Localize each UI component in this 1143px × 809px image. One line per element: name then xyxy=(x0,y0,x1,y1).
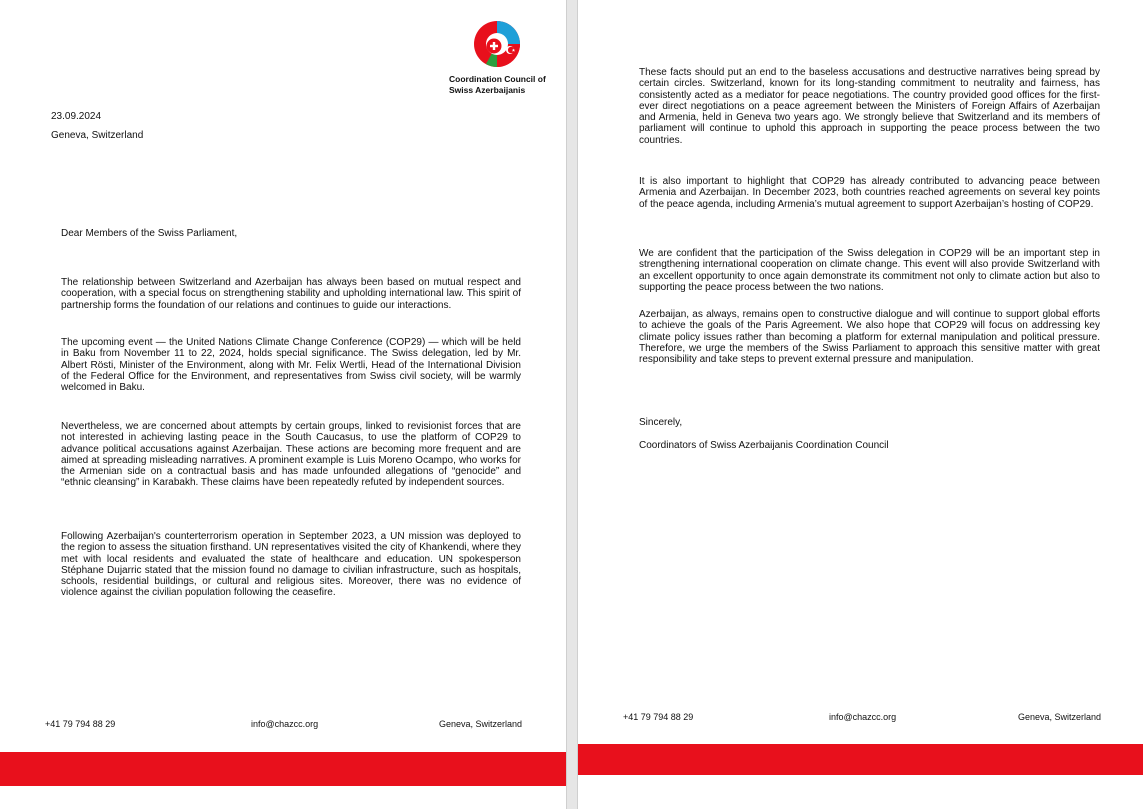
paragraph: These facts should put an end to the baseless accusations and destructive narratives being spread by certain circles. Switzerland, known for its long-standing commitment to neutrality and fairness, has consistently acted as a mediator for peace negotiations. The country provided good offices for the first-ever direct negotiations on a peace agreement between the Ministers of Foreign Affairs of Azerbaijan and Armenia, held in Geneva two years ago. We strongly believe that Switzerland and its members of parliament will continue to uphold this approach in supporting the peace process between the two countries. xyxy=(639,67,1100,146)
organization-name xyxy=(449,74,559,95)
footer-phone: +41 79 794 88 29 xyxy=(623,712,694,722)
paragraph: It is also important to highlight that COP29 has already contributed to advancing peace between Armenia and Azerbaijan. In December 2023, both countries reached agreements on several key points of the peace agenda, including Armenia’s mutual agreement to support Azerbaijan’s hosting of COP29. xyxy=(639,176,1100,210)
letter-date: 23.09.2024 xyxy=(51,111,102,122)
footer-phone: +41 79 794 88 29 xyxy=(45,719,116,729)
paragraph: The relationship between Switzerland and Azerbaijan has always been based on mutual respect and cooperation, with a special focus on strengthening stability and upholding international law. This spirit of partnership forms the foundation of our relations and continues to guide our interactions. xyxy=(61,277,521,311)
paragraph: Azerbaijan, as always, remains open to constructive dialogue and will continue to support global efforts to achieve the goals of the Paris Agreement. We also hope that COP29 will focus on addressing key climate policy issues rather than becoming a platform for external manipulation and political pressure. Therefore, we urge the members of the Swiss Parliament to approach this sensitive matter with great responsibility and take steps to prevent external pressure and manipulation. xyxy=(639,309,1100,366)
paragraph: Nevertheless, we are concerned about attempts by certain groups, linked to revisionist forces that are not interested in achieving lasting peace in the South Caucasus, to use the platform of COP29 to advance political accusations against Azerbaijan. These actions are becoming more frequent and are aimed at spreading misleading narratives. A prominent example is Luis Moreno Ocampo, who works for the Armenian side on a contractual basis and has made unfounded allegations of “genocide” and “ethnic cleansing” in Karabakh. These claims have been repeatedly refuted by independent sources. xyxy=(61,421,521,489)
council-logo-icon xyxy=(472,19,522,69)
letter-location: Geneva, Switzerland xyxy=(51,130,144,141)
footer-location: Geneva, Switzerland xyxy=(1018,712,1102,722)
footer-email[interactable]: info@chazcc.org xyxy=(829,712,897,722)
footer-location: Geneva, Switzerland xyxy=(439,719,523,729)
footer-red-bar xyxy=(0,752,566,786)
paragraph: The upcoming event — the United Nations Climate Change Conference (COP29) — which will be held in Baku from November 11 to 22, 2024, holds special significance. The Swiss delegation, led by Mr. Albert Rösti, Minister of the Environment, along with Mr. Felix Wertli, Head of the International Division of the Federal Office for the Environment, and representatives from Swiss civil society, will be warmly welcomed in Baku. xyxy=(61,337,521,394)
letter-page-1 xyxy=(0,0,566,809)
paragraph: Following Azerbaijan's counterterrorism operation in September 2023, a UN mission was deployed to the region to assess the situation firsthand. UN representatives visited the city of Khankendi, where they met with local residents and evaluated the state of healthcare and education. UN spokesperson Stéphane Dujarric stated that the mission found no damage to civilian infrastructure, such as hospitals, schools, residential buildings, or cultural and religious sites. Moreover, there was no evidence of violence against the civilian population following the ceasefire. xyxy=(61,531,521,599)
letter-page-2 xyxy=(578,0,1143,809)
org-name-line2: Swiss Azerbaijanis xyxy=(449,84,526,95)
page-divider xyxy=(566,0,578,809)
footer-email[interactable]: info@chazcc.org xyxy=(251,719,319,729)
closing: Sincerely, xyxy=(639,417,683,428)
org-name-line1: Coordination Council of xyxy=(449,74,546,84)
footer-red-bar xyxy=(578,744,1143,775)
paragraph: We are confident that the participation of the Swiss delegation in COP29 will be an important step in strengthening international cooperation on climate change. This event will also provide Switzerland with an excellent opportunity to once again demonstrate its commitment not only to climate action but also to supporting the peace process between the two nations. xyxy=(639,248,1100,293)
signature: Coordinators of Swiss Azerbaijanis Coordination Council xyxy=(639,440,889,451)
salutation: Dear Members of the Swiss Parliament, xyxy=(61,228,238,239)
